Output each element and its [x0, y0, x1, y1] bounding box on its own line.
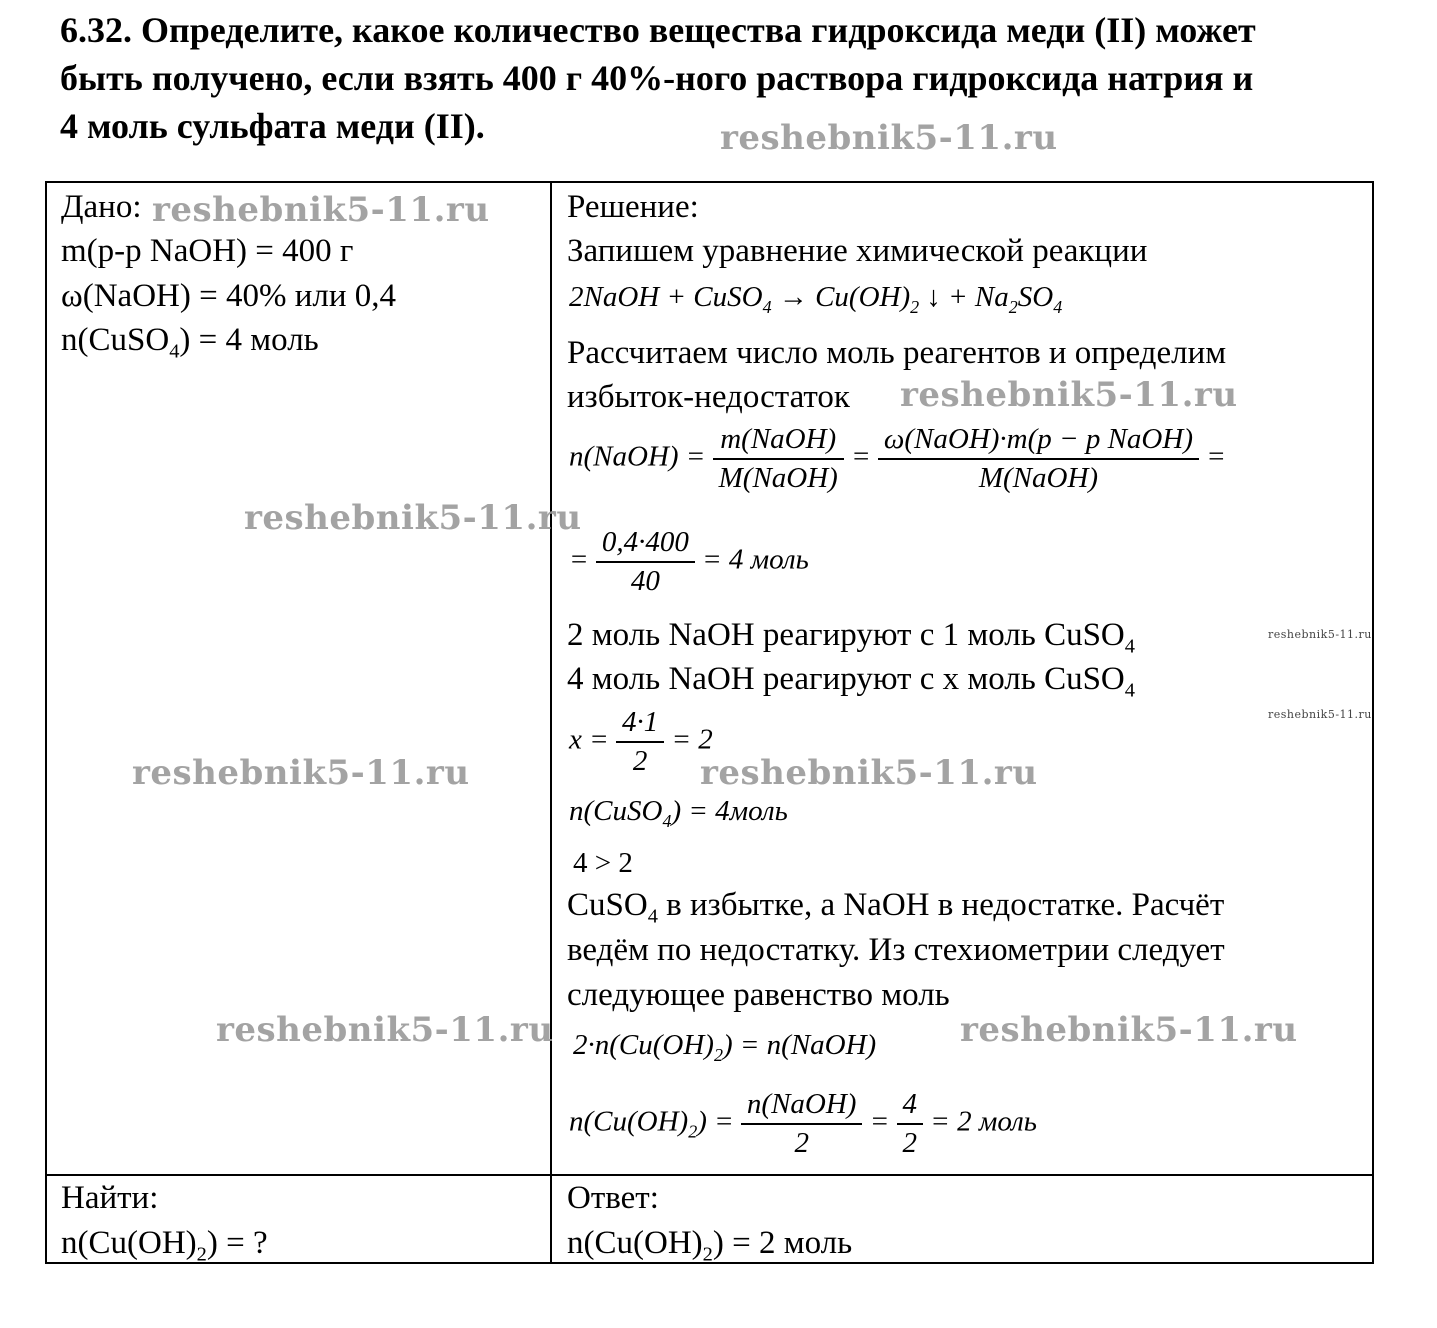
- watermark: reshebnik5-11.ru: [244, 498, 582, 538]
- watermark: reshebnik5-11.ru: [900, 375, 1238, 415]
- calc-intro-line1: Рассчитаем число моль реагентов и определим: [567, 335, 1227, 371]
- watermark: reshebnik5-11.ru: [216, 1010, 554, 1050]
- fraction-x: $\frac{4\cdot 1}{2}$: [616, 706, 664, 778]
- solution-header: Решение:: [567, 189, 699, 225]
- fraction-final-numeric: $\frac{4}{2}$: [897, 1088, 924, 1160]
- fraction-omega-m-over-M: $\frac{\text{ω(NaOH)·m(p − p NaOH)}}{\text{M(NaOH)}}$: [878, 423, 1199, 495]
- find-value: $n(Cu(OH)_2)$ = ?: [61, 1225, 268, 1266]
- stoichiometry-equation: $2\cdot n(Cu(OH)_2)$ = n(NaOH): [573, 1029, 877, 1065]
- given-fraction: ω(NaOH) = 40% или 0,4: [61, 278, 396, 314]
- fraction-final: $\frac{\text{n(NaOH)}}{2}$: [741, 1088, 863, 1160]
- given-header: Дано:: [61, 189, 142, 225]
- x-calculation: x = $\frac{4\cdot 1}{2}$ = 2: [569, 706, 713, 777]
- problem-line-2: быть получено, если взять 400 г 40%-ного раствора гидроксида натрия и: [60, 58, 1254, 98]
- given-mass: m(р-р NaOH) = 400 г: [61, 233, 354, 269]
- answer-value: $n(Cu(OH)_2) = 2$ моль: [567, 1225, 853, 1266]
- n-cuso4-value: n(CuSO$_4$) = 4моль: [569, 795, 788, 831]
- excess-line-3: следующее равенство моль: [567, 977, 950, 1013]
- fraction-m-over-M: $\frac{\text{m(NaOH)}}{\text{M(NaOH)}}$: [713, 423, 844, 495]
- ratio-line-2: 4 моль NaOH реагируют с х моль CuSO$_4$: [567, 661, 1135, 702]
- watermark-small: reshebnik5-11.ru: [1268, 628, 1372, 641]
- watermark: reshebnik5-11.ru: [960, 1010, 1298, 1050]
- watermark: reshebnik5-11.ru: [700, 753, 1038, 793]
- watermark: reshebnik5-11.ru: [152, 190, 490, 230]
- watermark: reshebnik5-11.ru: [720, 118, 1058, 158]
- problem-line-1: 6.32. Определите, какое количество вещества гидроксида меди (II) может: [60, 10, 1256, 50]
- table-column-divider: [550, 183, 552, 1262]
- watermark-small: reshebnik5-11.ru: [1268, 708, 1372, 721]
- solution-table: [45, 181, 1374, 1264]
- find-header: Найти:: [61, 1180, 159, 1216]
- problem-line-3: 4 моль сульфата меди (II).: [60, 106, 485, 146]
- table-row-divider: [47, 1174, 1372, 1176]
- reaction-equation: 2NaOH + CuSO$_4$ → $Cu(OH)_2$ ↓ + $Na_2SO_4$: [569, 281, 1063, 317]
- fraction-numeric: $\frac{0,4\cdot 400}{40}$: [596, 526, 695, 598]
- n-naoh-formula: n(NaOH) = $\frac{\text{m(NaOH)}}{\text{M(NaOH)}}$ = $\frac{\text{ω(NaOH)·m(p − p NaOH)}}{\text{M(NaOH)}}$ =: [569, 423, 1226, 494]
- ratio-line-1: 2 моль NaOH реагируют с 1 моль CuSO$_4$: [567, 617, 1135, 658]
- excess-line-1: CuSO$_4$ в избытке, а NaOH в недостатке. Расчёт: [567, 887, 1225, 928]
- excess-line-2: ведём по недостатку. Из стехиометрии следует: [567, 932, 1225, 968]
- comparison: 4 > 2: [573, 847, 633, 879]
- watermark: reshebnik5-11.ru: [132, 753, 470, 793]
- solution-intro: Запишем уравнение химической реакции: [567, 233, 1148, 269]
- given-moles-cuso4: n(CuSO$_4$) = 4 моль: [61, 322, 319, 363]
- calc-intro-line2: избыток-недостаток: [567, 379, 850, 415]
- answer-header: Ответ:: [567, 1180, 659, 1216]
- final-calculation: $n(Cu(OH)_2)$ = $\frac{\text{n(NaOH)}}{2}$ = $\frac{4}{2}$ = 2 моль: [569, 1088, 1038, 1159]
- n-naoh-value: = $\frac{0,4\cdot 400}{40}$ = 4 моль: [569, 526, 809, 597]
